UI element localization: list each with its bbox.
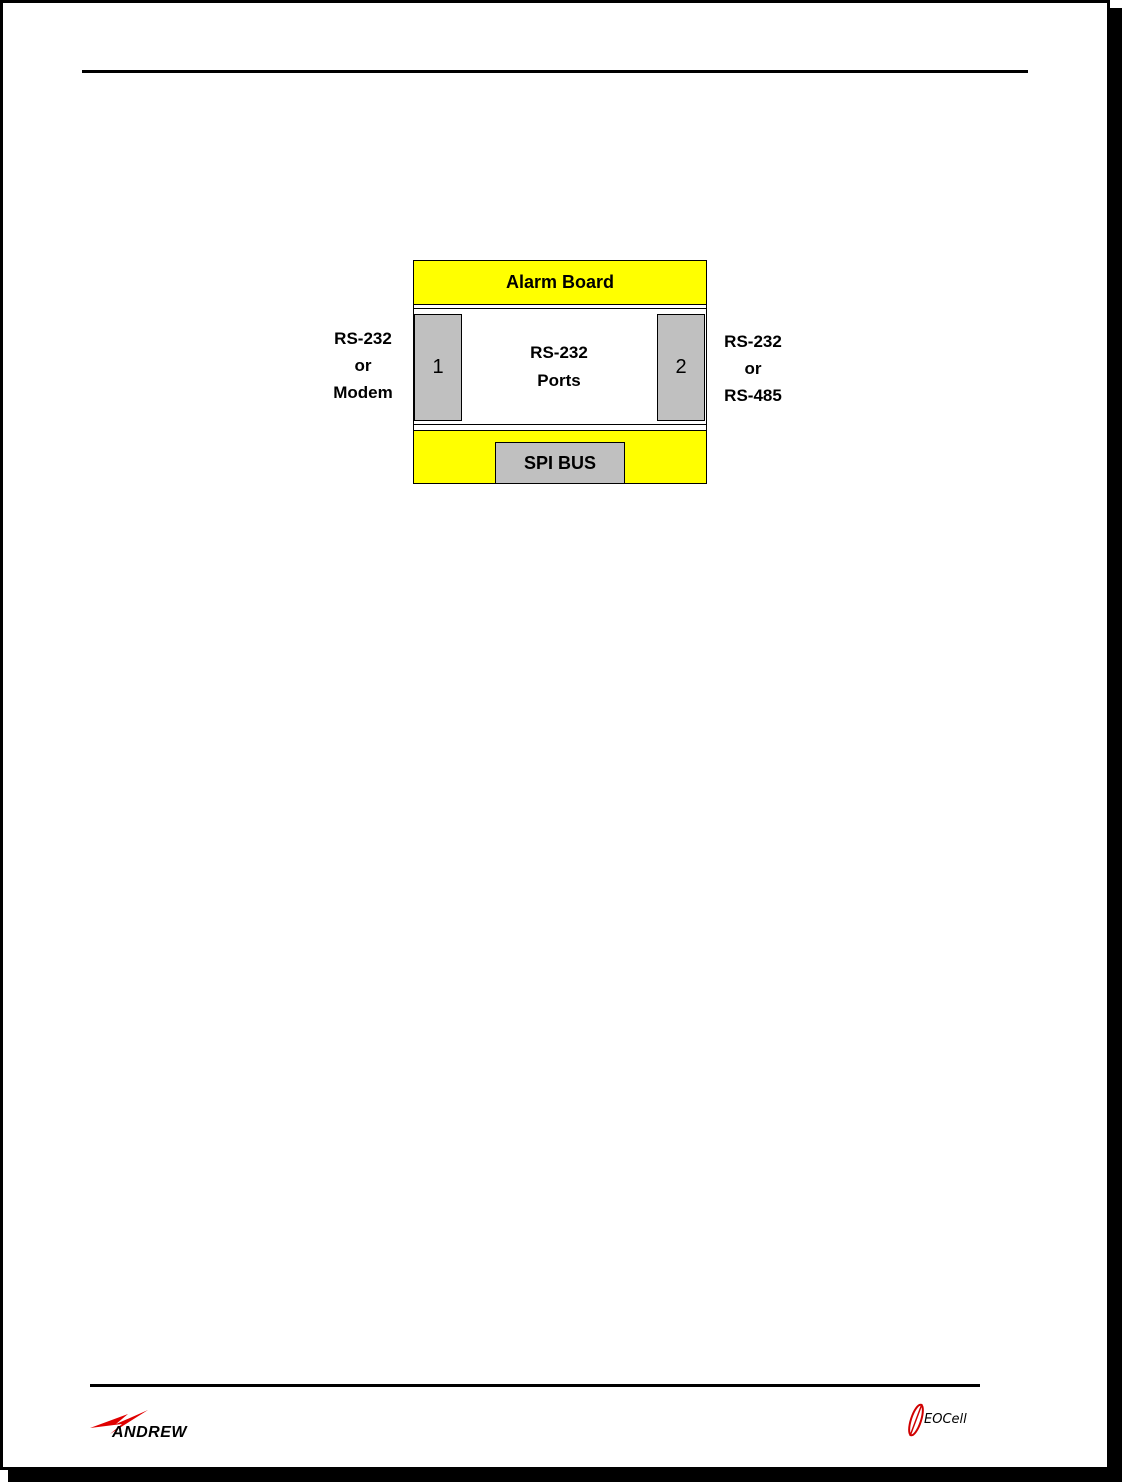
- andrew-logo: [88, 1406, 208, 1446]
- center-label-line-1: RS-232: [530, 343, 588, 362]
- board-title: Alarm Board: [414, 261, 706, 305]
- eocell-logo: [904, 1400, 984, 1444]
- center-label-line-2: Ports: [537, 371, 581, 390]
- page-shadow-bottom: [8, 1470, 1122, 1482]
- right-label-line-3: RS-485: [724, 386, 782, 405]
- left-label-line-3: Modem: [333, 383, 393, 402]
- alarm-board-diagram: [413, 260, 707, 484]
- right-label-line-1: RS-232: [724, 332, 782, 351]
- port-1: 1: [414, 314, 462, 421]
- page-shadow-right: [1110, 8, 1122, 1482]
- center-label: [494, 339, 624, 395]
- lower-separator: [414, 424, 706, 425]
- right-label-line-2: or: [744, 359, 762, 378]
- left-label-line-2: or: [354, 356, 372, 375]
- left-port-label: [313, 325, 413, 406]
- eocell-logo-text: EOCell: [924, 1412, 967, 1427]
- left-label-line-1: RS-232: [334, 329, 392, 348]
- header-rule: [82, 70, 1028, 73]
- port-2: 2: [657, 314, 705, 421]
- andrew-logo-text: ANDREW: [112, 1424, 187, 1441]
- footer-rule: [90, 1384, 980, 1387]
- upper-separator: [414, 308, 706, 309]
- spi-bus-box: SPI BUS: [495, 442, 625, 484]
- right-port-label: [703, 328, 803, 409]
